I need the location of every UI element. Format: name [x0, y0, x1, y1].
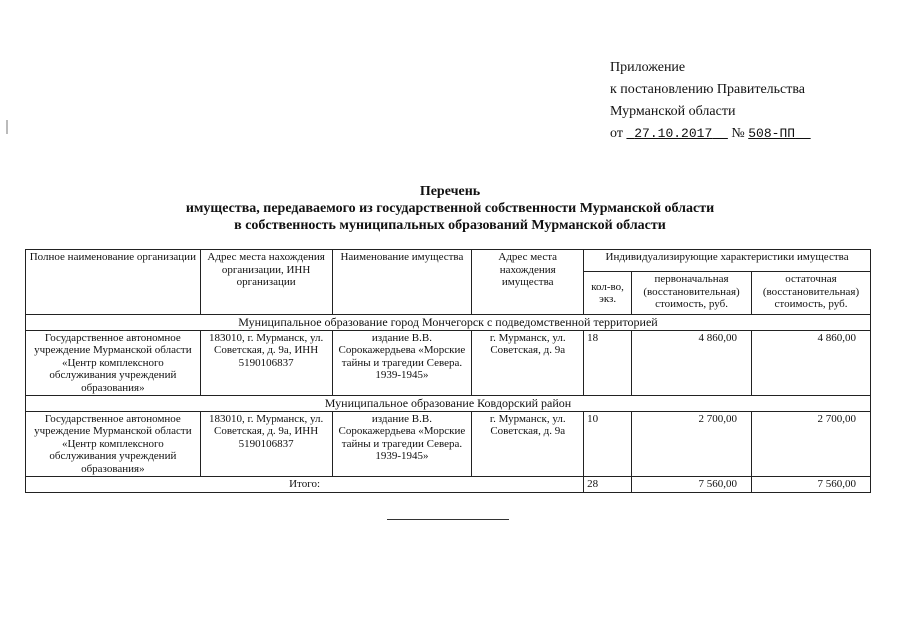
cell-property-address: г. Мурманск, ул. Советская, д. 9а [472, 330, 584, 396]
cell-initial-cost: 2 700,00 [632, 411, 752, 477]
section-title: Муниципальное образование Ковдорский район [26, 396, 871, 412]
annex-line-3: Мурманской области [610, 104, 736, 119]
total-residual-cost: 7 560,00 [752, 477, 871, 493]
cell-qty: 10 [584, 411, 632, 477]
scan-edge-mark [6, 120, 8, 134]
cell-residual-cost: 2 700,00 [752, 411, 871, 477]
annex-number: 508-ПП [748, 126, 796, 141]
cell-qty: 18 [584, 330, 632, 396]
property-table [25, 249, 871, 493]
header-property-name: Наименование имущества [332, 250, 472, 315]
cell-initial-cost: 4 860,00 [632, 330, 752, 396]
cell-org-name: Государственное автономное учреждение Мурманской области «Центр комплексного обслуживания учреждений образования» [26, 330, 201, 396]
header-initial-cost: первоначальная (восстановительная) стоимость, руб. [632, 272, 752, 315]
section-row [26, 315, 871, 331]
header-row-1 [26, 250, 871, 272]
annex-number-label: № [731, 126, 745, 141]
cell-residual-cost: 4 860,00 [752, 330, 871, 396]
annex-from-label: от [610, 126, 623, 141]
total-qty: 28 [584, 477, 632, 493]
header-qty: кол-во, экз. [584, 272, 632, 315]
total-initial-cost: 7 560,00 [632, 477, 752, 493]
title-line-3: в собственность муниципальных образований Мурманской области [234, 218, 666, 233]
annex-block [610, 57, 811, 145]
header-org-name: Полное наименование организации [26, 250, 201, 315]
cell-org-address: 183010, г. Мурманск, ул. Советская, д. 9а, ИНН 5190106837 [200, 330, 332, 396]
table-row [26, 411, 871, 477]
total-row [26, 477, 871, 493]
annex-line-2: к постановлению Правительства [610, 82, 806, 97]
header-characteristics: Индивидуализирующие характеристики имущества [584, 250, 871, 272]
title-line-1: Перечень [419, 184, 481, 199]
section-row [26, 396, 871, 412]
closing-divider [387, 519, 509, 520]
header-residual-cost: остаточная (восстановительная) стоимость, руб. [752, 272, 871, 315]
document-title [140, 183, 760, 234]
cell-property-name: издание В.В. Сорокажердьева «Морские тайны и трагедии Севера. 1939-1945» [332, 411, 472, 477]
annex-date-line [610, 123, 811, 145]
section-title: Муниципальное образование город Мончегорск с подведомственной территорией [26, 315, 871, 331]
table-row [26, 330, 871, 396]
annex-date: 27.10.2017 [634, 126, 713, 141]
cell-org-name: Государственное автономное учреждение Мурманской области «Центр комплексного обслуживания учреждений образования» [26, 411, 201, 477]
title-line-2: имущества, передаваемого из государственной собственности Мурманской области [185, 201, 715, 216]
cell-property-name: издание В.В. Сорокажердьева «Морские тайны и трагедии Севера. 1939-1945» [332, 330, 472, 396]
total-label: Итого: [26, 477, 584, 493]
header-property-address: Адрес места нахождения имущества [472, 250, 584, 315]
cell-property-address: г. Мурманск, ул. Советская, д. 9а [472, 411, 584, 477]
annex-line-1: Приложение [610, 60, 686, 75]
header-org-address: Адрес места нахождения организации, ИНН организации [200, 250, 332, 315]
cell-org-address: 183010, г. Мурманск, ул. Советская, д. 9а, ИНН 5190106837 [200, 411, 332, 477]
